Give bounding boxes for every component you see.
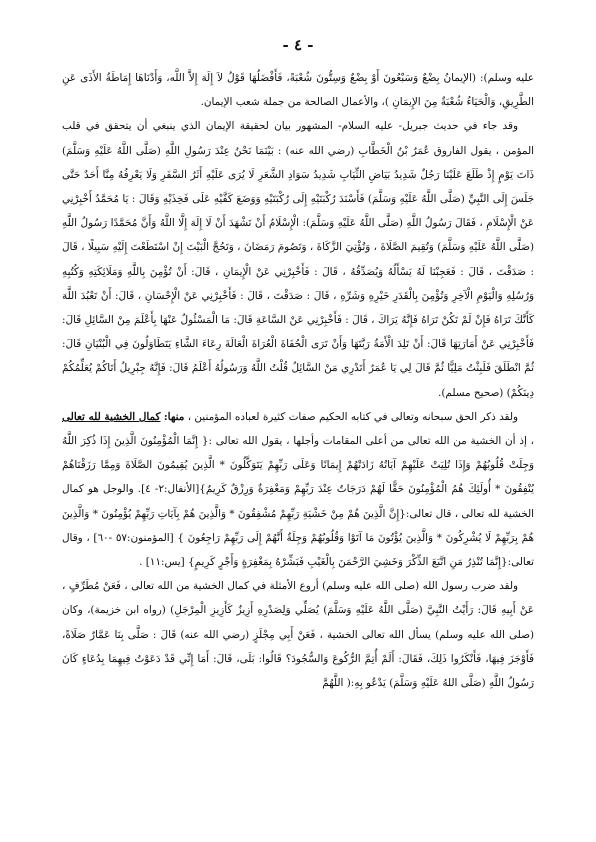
section-heading: كمال الخشية لله تعالى xyxy=(62,410,161,423)
paragraph-prophet-example: ولقد ضرب رسول الله (صلى الله عليه وسلم) أروع الأمثلة في كمال الخشية من الله تعالى ، فَعَنْ مُطَرِّفٍ ، عَنْ أَبِيهِ قَالَ: رَأَيْتُ النَّبِيَّ (صَلَّى اللَّهُ عَلَيْهِ وَسَلَّمَ) يُصَلِّي وَلِصَدْرِهِ أَزِيزٌ كَأَزِيزِ الْمِرْجَلِ) (رواه ابن خزيمة)، وكان (صلى الله عليه وسلم) يسأل الله تعالى الخشية ، فَعَنْ أَبِي مِجْلَزٍ (رضي الله عنه) قَالَ : صَلَّى بِنَا عَمَّارٌ صَلَاةً، فَأَوْجَزَ فِيهَا، فَأَنْكَرُوا ذَلِكَ، فَقَالَ: أَلَمْ أُتِمَّ الرُّكُوعَ وَالسُّجُودَ؟ قَالُوا: بَلَى، قَالَ: أَمَا إِنِّي قَدْ دَعَوْتُ فِيهِمَا بِدُعَاءٍ كَانَ رَسُولُ اللَّهِ (صَلَّى اللهُ عَلَيْهِ وَسَلَّمَ) يَدْعُو بِهِ:( اللَّهُمَّ xyxy=(62,580,534,690)
paragraph-fear-of-allah xyxy=(62,405,534,574)
page-number: - ٤ - xyxy=(282,36,314,54)
paragraph-hadith-branches-of-faith: عليه وسلم): (الإيمانُ بِضْعٌ وَسَبْعُونَ أَوْ بِضْعٌ وَسِتُّونَ شُعْبَةً، فَأَفْضَلُهَا قَوْلُ لاَ إِلَهَ إِلاَّ اللَّه، وَأَدْنَاهَا إِمَاطَةُ الأَذَى عَنِ الطَّرِيقِ، وَالْحَيَاءُ شُعْبَةٌ مِنَ الإِيمَانِ )، والأعمال الصالحة من جملة شعب الإيمان. xyxy=(62,72,534,109)
body-text xyxy=(62,66,534,828)
paragraph-lead-text: ولقد ذكر الحق سبحانه وتعالى في كتابه الحكيم صفات كثيرة لعباده المؤمنين ، xyxy=(184,410,518,423)
paragraph-lead-bold: منها: xyxy=(163,410,185,423)
paragraph-body-text: ، إذ أن الخشية من الله تعالى من أعلى المقامات وأجلها ، يقول الله تعالى :{ إِنَّمَا الْمُؤْمِنُونَ الَّذِينَ إِذَا ذُكِرَ اللَّهُ وَجِلَتْ قُلُوبُهُمْ وَإِذَا تُلِيَتْ عَلَيْهِمْ آيَاتُهُ زَادَتْهُمْ إِيمَانًا وَعَلَى رَبِّهِمْ يَتَوَكَّلُونَ * الَّذِينَ يُقِيمُونَ الصَّلَاةَ وَمِمَّا رَزَقْنَاهُمْ يُنْفِقُونَ * أُولَئِكَ هُمُ الْمُؤْمِنُونَ حَقًّا لَهُمْ دَرَجَاتٌ عِنْدَ رَبِّهِمْ وَمَغْفِرَةٌ وَرِزْقٌ كَرِيمٌ}[الأنفال:٢- ٤]. والوجل هو كمال الخشية لله تعالى ، قال تعالى:{إِنَّ الَّذِينَ هُمْ مِنْ خَشْيَةِ رَبِّهِمْ مُشْفِقُونَ * وَالَّذِينَ هُمْ بِآيَاتِ رَبِّهِمْ يُؤْمِنُونَ * وَالَّذِينَ هُمْ بِرَبِّهِمْ لَا يُشْرِكُونَ * وَالَّذِينَ يُؤْتُونَ مَا آتَوْا وَقُلُوبُهُمْ وَجِلَةٌ أَنَّهُمْ إِلَى رَبِّهِمْ رَاجِعُونَ } [المؤمنون:٥٧ -٦٠] ، وقال تعالى:{إِنَّمَا تُنْذِرُ مَنِ اتَّبَعَ الذِّكْرَ وَخَشِيَ الرَّحْمَنَ بِالْغَيْبِ فَبَشِّرْهُ بِمَغْفِرَةٍ وَأَجْرٍ كَرِيمٍ} [يس:١١] . xyxy=(62,435,534,569)
paragraph-hadith-jibril: وقد جاء في حديث جبريل- عليه السلام- المشهور بيان لحقيقة الإيمان الذي ينبغي أن يتحقق في قلب المؤمن ، يقول الفاروق عُمَرُ بْنُ الْخَطَّابِ (رضي الله عنه) : بَيْنَمَا نَحْنُ عِنْدَ رَسُولِ اللَّهِ (صَلَّى اللَّهُ عَلَيْهِ وَسَلَّمَ) ذَاتَ يَوْمٍ إِذْ طَلَعَ عَلَيْنَا رَجُلٌ شَدِيدُ بَيَاضِ الثِّيَابِ شَدِيدُ سَوَادِ الشَّعَرِ لَا يُرَى عَلَيْهِ أَثَرُ السَّفَرِ وَلَا يَعْرِفُهُ مِنَّا أَحَدٌ حَتَّى جَلَسَ إِلَى النَّبِيِّ (صَلَّى اللَّهُ عَلَيْهِ وَسَلَّمَ) فَأَسْنَدَ رُكْبَتَيْهِ إِلَى رُكْبَتَيْهِ وَوَضَعَ كَفَّيْهِ عَلَى فَخِذَيْهِ وَقَالَ : يَا مُحَمَّدُ أَخْبِرْنِي عَنْ الْإِسْلَامِ ، فَقَالَ رَسُولُ اللَّهِ (صَلَّى اللَّهُ عَلَيْهِ وَسَلَّمَ): الْإِسْلَامُ أَنْ تَشْهَدَ أَنْ لَا إِلَهَ إِلَّا اللَّهُ وَأَنَّ مُحَمَّدًا رَسُولُ اللَّهِ (صَلَّى اللَّهُ عَلَيْهِ وَسَلَّمَ) وَتُقِيمَ الصَّلَاةَ ، وَتُؤْتِيَ الزَّكَاةَ ، وَتَصُومَ رَمَضَانَ ، وَتَحُجَّ الْبَيْتَ إِنْ اسْتَطَعْتَ إِلَيْهِ سَبِيلًا ، قَالَ : صَدَقْتَ ، قَالَ : فَعَجِبْنَا لَهُ يَسْأَلُهُ وَيُصَدِّقُهُ ، قَالَ : فَأَخْبِرْنِي عَنْ الْإِيمَانِ ، قَالَ: أَنْ تُؤْمِنَ بِاللَّهِ وَمَلَائِكَتِهِ وَكُتُبِهِ وَرُسُلِهِ وَالْيَوْمِ الْآخِرِ وَتُؤْمِنَ بِالْقَدَرِ خَيْرِهِ وَشَرِّهِ ، قَالَ : صَدَقْتَ ، قَالَ : فَأَخْبِرْنِي عَنْ الْإِحْسَانِ ، قَالَ: أَنْ تَعْبُدَ اللَّهَ كَأَنَّكَ تَرَاهُ فَإِنْ لَمْ تَكُنْ تَرَاهُ فَإِنَّهُ يَرَاكَ ، قَالَ : فَأَخْبِرْنِي عَنْ السَّاعَةِ قَالَ: مَا الْمَسْئُولُ عَنْهَا بِأَعْلَمَ مِنْ السَّائِلِ قَالَ: فَأَخْبِرْنِي عَنْ أَمَارَتِهَا قَالَ: أَنْ تَلِدَ الْأَمَةُ رَبَّتَهَا وَأَنْ تَرَى الْحُفَاةَ الْعُرَاةَ الْعَالَةَ رِعَاءَ الشَّاءِ يَتَطَاوَلُونَ فِي الْبُنْيَانِ قَالَ: ثُمَّ انْطَلَقَ فَلَبِثْتُ مَلِيًّا ثُمَّ قَالَ لِي يَا عُمَرُ أَتَدْرِي مَنْ السَّائِلُ قُلْتُ اللَّهُ وَرَسُولُهُ أَعْلَمُ قَالَ: فَإِنَّهُ جِبْرِيلُ أَتَاكُمْ يُعَلِّمُكُمْ دِينَكُمْ) (صحيح مسلم). xyxy=(62,120,534,399)
